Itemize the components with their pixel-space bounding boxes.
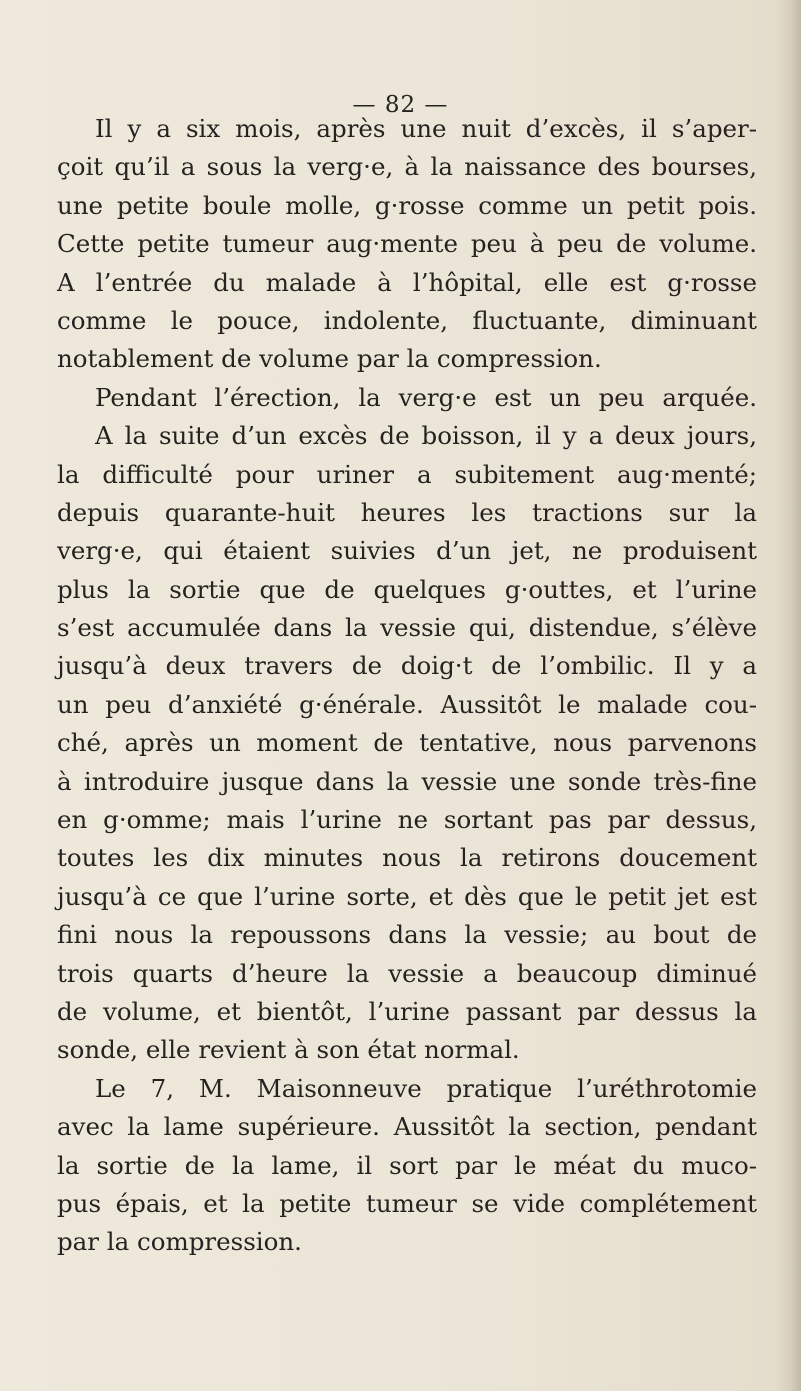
text-line: çoit qu’il a sous la verg·e, à la naissance des bourses, xyxy=(57,152,757,182)
text-line: la difficulté pour uriner a subitement aug·menté; xyxy=(57,459,757,489)
text-line: une petite boule molle, g·rosse comme un petit pois. xyxy=(57,190,757,220)
text-line: en g·omme; mais l’urine ne sortant pas par dessus, xyxy=(57,805,757,835)
text-line: Il y a six mois, après une nuit d’excès, il s’aper- xyxy=(95,114,757,143)
text-line: à introduire jusque dans la vessie une sonde très-fine xyxy=(57,766,757,796)
text-line: Cette petite tumeur aug·mente peu à peu de volume. xyxy=(57,229,757,259)
text-line: par la compression. xyxy=(57,1227,302,1257)
text-line: Pendant l’érection, la verg·e est un peu arquée. xyxy=(95,382,757,412)
text-line: A la suite d’un excès de boisson, il y a deux jours, xyxy=(95,421,757,451)
page-number: — 82 — xyxy=(352,92,449,118)
text-line: la sortie de la lame, il sort par le méat du muco- xyxy=(57,1150,757,1180)
text-line: un peu d’anxiété g·énérale. Aussitôt le malade cou- xyxy=(57,689,757,719)
text-line: plus la sortie que de quelques g·outtes, et l’urine xyxy=(57,574,757,604)
text-line: fini nous la repoussons dans la vessie; au bout de xyxy=(57,920,757,950)
text-line: jusqu’à deux travers de doig·t de l’ombilic. Il y a xyxy=(57,651,757,681)
body-text xyxy=(57,110,757,1262)
text-line: Le 7, M. Maisonneuve pratique l’uréthrotomie xyxy=(95,1073,757,1103)
text-line: toutes les dix minutes nous la retirons doucement xyxy=(57,843,757,873)
text-line: A l’entrée du malade à l’hôpital, elle est g·rosse xyxy=(57,267,757,297)
text-line: s’est accumulée dans la vessie qui, distendue, s’élève xyxy=(57,613,757,643)
text-line: pus épais, et la petite tumeur se vide complétement xyxy=(57,1188,757,1218)
page-edge-shadow xyxy=(775,0,801,1391)
text-line: avec la lame supérieure. Aussitôt la section, pendant xyxy=(57,1112,757,1142)
text-line: verg·e, qui étaient suivies d’un jet, ne produisent xyxy=(57,536,757,566)
text-line: jusqu’à ce que l’urine sorte, et dès que le petit jet est xyxy=(57,881,757,911)
text-line: ché, après un moment de tentative, nous parvenons xyxy=(57,728,757,758)
text-line: depuis quarante-huit heures les tractions sur la xyxy=(57,497,757,527)
text-line: trois quarts d’heure la vessie a beaucoup diminué xyxy=(57,958,757,988)
text-line: sonde, elle revient à son état normal. xyxy=(57,1035,520,1065)
text-line: notablement de volume par la compression. xyxy=(57,344,602,374)
text-line: comme le pouce, indolente, fluctuante, diminuant xyxy=(57,305,757,335)
text-line: de volume, et bientôt, l’urine passant par dessus la xyxy=(57,996,757,1026)
